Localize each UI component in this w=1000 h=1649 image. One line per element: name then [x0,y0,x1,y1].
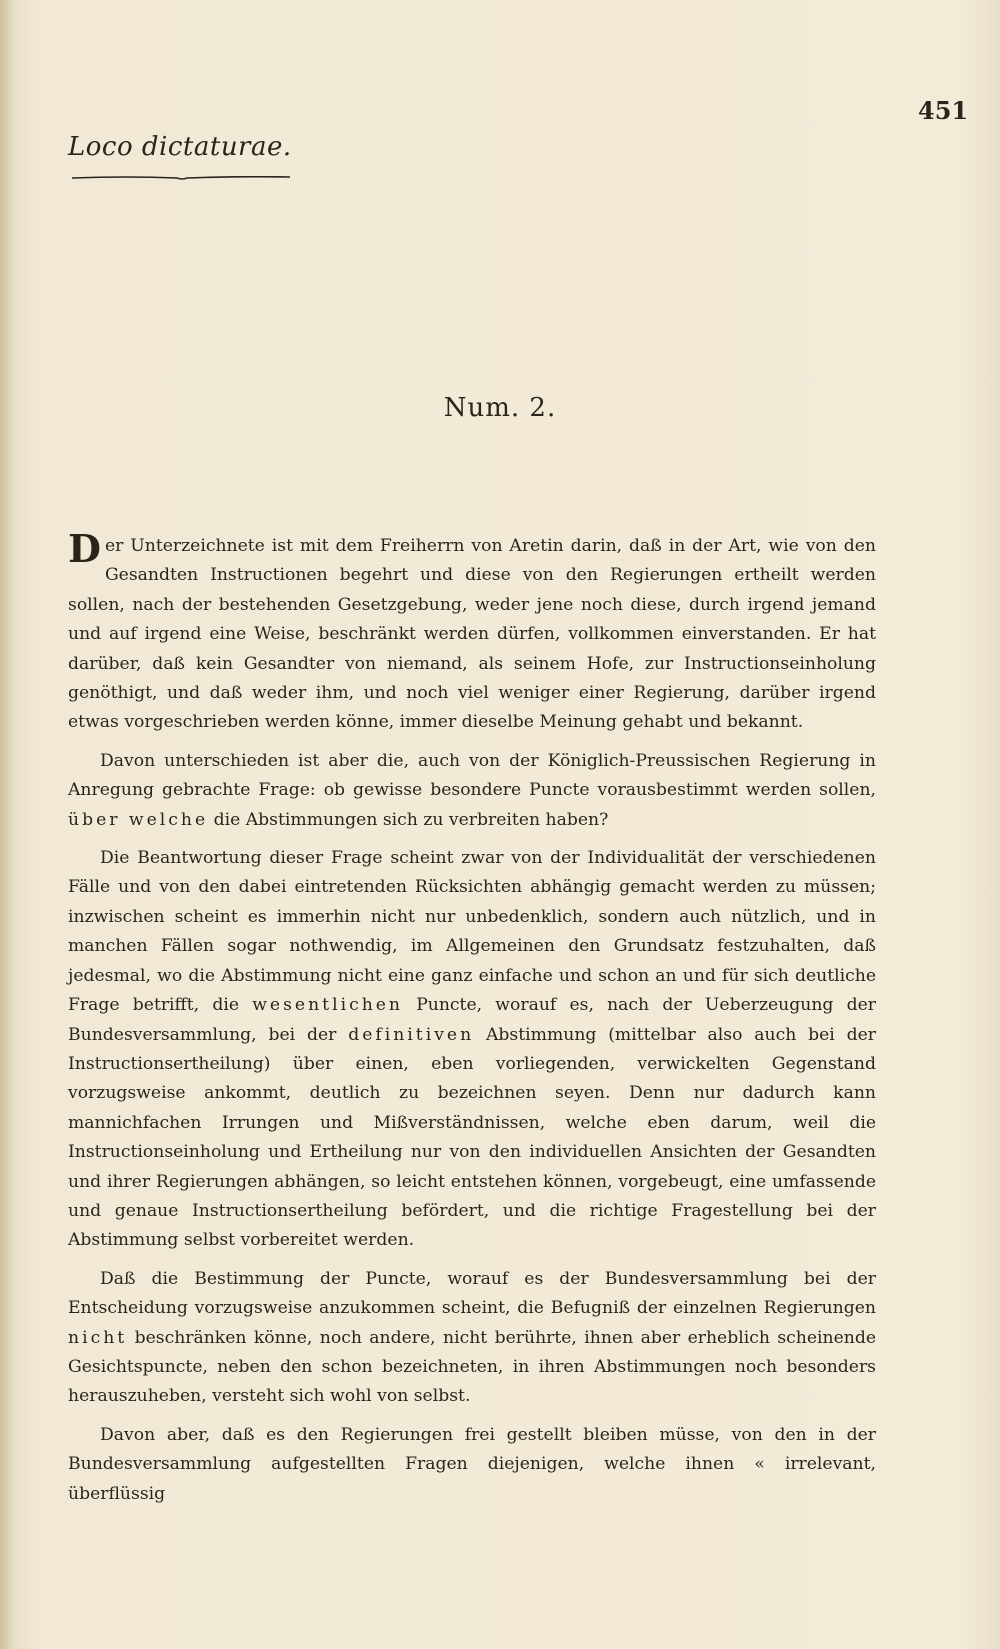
paragraph [68,526,876,738]
paragraph-text: die Abstimmungen sich zu verbreiten haben? [208,809,609,830]
emphasized-text: definitiven [348,1024,475,1045]
page-spine-shadow [0,0,14,1649]
paragraph-text: beschränken könne, noch andere, nicht berührte, ihnen aber erheblich scheinende Gesichtspuncte, neben den schon bezeichneten, in ihren Abstimmungen noch besonders herauszuheben, versteht sich wohl von selbst. [68,1327,876,1407]
ornamental-rule [72,176,290,180]
section-heading: Num. 2. [443,393,557,423]
paragraph-text: Davon aber, daß es den Regierungen frei gestellt bleiben müsse, von den in der Bundesversammlung aufgestellten Fragen diejenigen, welche ihnen « irrelevant, überflüssig [68,1424,876,1504]
page-number: 451 [918,96,969,125]
paragraph [68,1421,876,1509]
paragraph-text: Puncte, worauf es, nach der Ueberzeugung der Bundesversammlung, bei der [68,995,876,1045]
running-head: Loco dictaturae. [68,132,292,162]
paragraph-text: er Unterzeichnete ist mit dem Freiherrn von Aretin darin, daß in der Art, wie von den Gesandten Instructionen begehrt und diese von den Regierungen ertheilt werden sollen, nach der bestehenden Gesetzgebung, weder jene noch diese, durch irgend jemand und auf irgend eine Weise, beschränkt werden dürfen, vollkommen einverstanden. Er hat darüber, daß kein Gesandter von niemand, als seinem Hofe, zur Instructionseinholung genöthigt, und daß weder ihm, und noch viel weniger einer Regierung, darüber irgend etwas vorgeschrieben werden könne, immer dieselbe Meinung gehabt und bekannt. [68,536,876,733]
paragraph [68,1265,876,1412]
emphasized-text: über welche [68,809,209,830]
paragraph [68,747,876,835]
emphasized-text: nicht [68,1327,128,1348]
body-text [68,526,877,1518]
paragraph [68,844,876,1256]
paragraph-text: Davon unterschieden ist aber die, auch von der Königlich-Preussischen Regierung in Anregung gebrachte Frage: ob gewisse besondere Puncte vorausbestimmt werden sollen, [68,750,876,801]
paragraph-text: Abstimmung (mittelbar also auch bei der Instructionsertheilung) über einen, eben vorliegenden, verwickelten Gegenstand vorzugsweise ankommt, deutlich zu bezeichnen seyen. Denn nur dadurch kann mannichfachen Irrungen und Mißverständnissen, welche eben darum, weil die Instructionseinholung und Ertheilung nur von den individuellen Ansichten der Gesandten und ihrer Regierungen abhängen, so leicht entstehen können, vorgebeugt, eine umfassende und genaue Instructionsertheilung befördert, und die richtige Fragestellung bei der Abstimmung selbst vorbereitet werden. [68,1024,877,1251]
paragraph-text: Die Beantwortung dieser Frage scheint zwar von der Individualität der verschiedenen Fälle und von den dabei eintretenden Rücksichten abhängig gemacht werden zu müssen; inzwischen scheint es immerhin nicht nur unbedenklich, sondern auch nützlich, und in manchen Fällen sogar nothwendig, im Allgemeinen den Grundsatz festzuhalten, daß jedesmal, wo die Abstimmung nicht eine ganz einfache und schon an und für sich deutliche Frage betrifft, die [68,848,876,1016]
paragraph-text: Daß die Bestimmung der Puncte, worauf es der Bundesversammlung bei der Entscheidung vorzugsweise anzukommen scheint, die Befugniß der einzelnen Regierungen [68,1268,876,1319]
drop-cap: D [68,526,101,571]
emphasized-text: wesentlichen [252,995,404,1016]
